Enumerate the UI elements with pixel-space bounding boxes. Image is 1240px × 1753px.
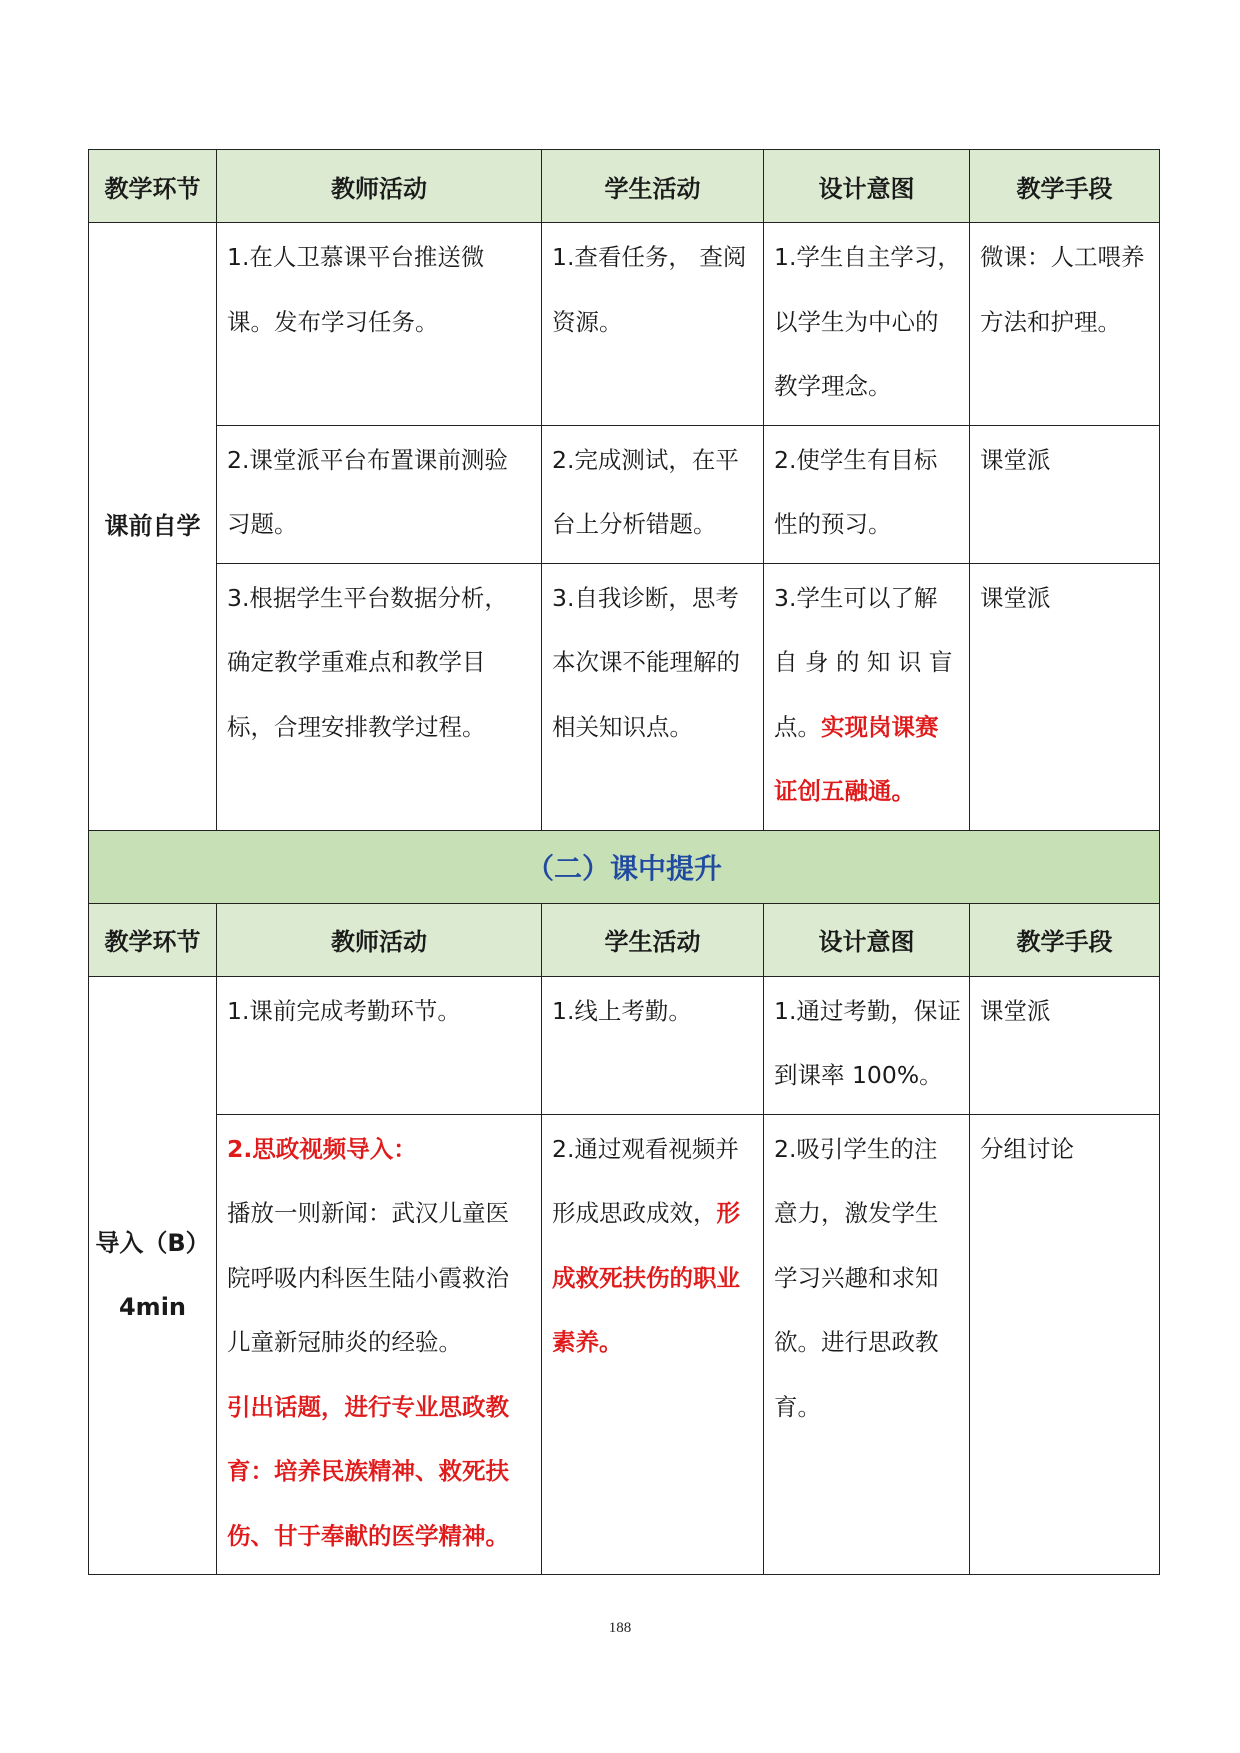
student-activity-cell — [542, 563, 764, 830]
design-intent-cell — [764, 425, 970, 563]
cell-line: 育。 — [774, 1392, 821, 1421]
design-intent-cell — [764, 1114, 970, 1575]
header-design: 设计意图 — [764, 150, 970, 223]
table-row — [89, 223, 1160, 426]
teaching-means-cell — [970, 425, 1160, 563]
highlight-text: 证创五融通。 — [774, 777, 915, 805]
cell-line: 1.在人卫慕课平台推送微 — [227, 243, 485, 271]
cell-text: 形成思政成效， — [552, 1199, 717, 1227]
cell-line — [774, 695, 961, 760]
stage-cell-preclass: 课前自学 — [89, 223, 217, 831]
cell-line: 儿童新冠肺炎的经验。 — [227, 1328, 462, 1356]
cell-line: 1.学生自主学习， — [774, 243, 961, 271]
teacher-activity-cell — [217, 223, 542, 426]
teaching-means-cell — [970, 976, 1160, 1114]
cell-line: 2.通过观看视频并 — [552, 1134, 739, 1163]
cell-line: 欲。进行思政教 — [774, 1328, 939, 1356]
cell-line: 2.完成测试，在平 — [552, 445, 739, 474]
cell-line: 微课：人工喂养 — [980, 243, 1145, 271]
highlight-text: 实现岗课赛 — [821, 712, 939, 741]
cell-line: 台上分析错题。 — [552, 510, 717, 538]
cell-line: 本次课不能理解的 — [552, 648, 740, 676]
student-activity-cell — [542, 976, 764, 1114]
cell-line: 相关知识点。 — [552, 712, 693, 741]
cell-line: 3.自我诊断，思考 — [552, 583, 739, 612]
student-activity-cell — [542, 425, 764, 563]
header-teacher: 教师活动 — [217, 150, 542, 223]
highlight-text: 引出话题，进行专业思政教 — [227, 1392, 509, 1421]
student-activity-cell — [542, 1114, 764, 1575]
teacher-activity-cell — [217, 976, 542, 1114]
cell-line: 方法和护理。 — [980, 307, 1121, 336]
highlight-text: 成救死扶伤的职业 — [552, 1263, 740, 1292]
cell-text: 点。 — [774, 712, 821, 741]
header-stage: 教学环节 — [89, 903, 217, 976]
teacher-activity-cell — [217, 425, 542, 563]
highlight-text: 素养。 — [552, 1328, 623, 1356]
cell-line: 自 身 的 知 识 盲 — [774, 648, 953, 676]
cell-line: 1.线上考勤。 — [552, 996, 692, 1025]
cell-line: 学习兴趣和求知 — [774, 1263, 939, 1292]
design-intent-cell — [764, 976, 970, 1114]
cell-line: 教学理念。 — [774, 372, 892, 400]
design-intent-cell — [764, 223, 970, 426]
cell-line: 课堂派 — [980, 996, 1051, 1025]
cell-line: 课。发布学习任务。 — [227, 307, 439, 336]
highlight-text: 育：培养民族精神、救死扶 — [227, 1457, 509, 1485]
header-design: 设计意图 — [764, 903, 970, 976]
table-row — [89, 1114, 1160, 1575]
highlight-text: 伤、甘于奉献的医学精神。 — [227, 1521, 509, 1550]
cell-line — [552, 1181, 755, 1246]
cell-line: 2.课堂派平台布置课前测验 — [227, 445, 508, 474]
header-means: 教学手段 — [970, 903, 1160, 976]
cell-line: 确定教学重难点和教学目 — [227, 648, 486, 676]
cell-line: 标，合理安排教学过程。 — [227, 712, 486, 741]
header-means: 教学手段 — [970, 150, 1160, 223]
cell-line: 课堂派 — [980, 583, 1051, 612]
cell-line: 播放一则新闻：武汉儿童医 — [227, 1199, 509, 1227]
section-title-row — [89, 830, 1160, 903]
table-row — [89, 563, 1160, 830]
cell-line: 性的预习。 — [774, 510, 892, 538]
highlight-text: 2.思政视频导入： — [227, 1134, 417, 1163]
design-intent-cell — [764, 563, 970, 830]
teaching-means-cell — [970, 223, 1160, 426]
student-activity-cell — [542, 223, 764, 426]
cell-line: 习题。 — [227, 510, 298, 538]
table-header-row — [89, 903, 1160, 976]
header-teacher: 教师活动 — [217, 903, 542, 976]
cell-line: 资源。 — [552, 307, 623, 336]
header-student: 学生活动 — [542, 150, 764, 223]
cell-line: 意力，激发学生 — [774, 1199, 939, 1227]
teacher-activity-cell — [217, 563, 542, 830]
stage-cell-intro — [89, 976, 217, 1575]
cell-line: 1.查看任务， 查阅 — [552, 243, 747, 271]
cell-line: 到课率 100%。 — [774, 1061, 943, 1089]
teaching-means-cell — [970, 563, 1160, 830]
table-row — [89, 976, 1160, 1114]
table-header-row — [89, 150, 1160, 223]
lesson-plan-table — [88, 149, 1160, 1575]
cell-line: 以学生为中心的 — [774, 307, 939, 336]
cell-line: 2.吸引学生的注 — [774, 1134, 938, 1163]
cell-line: 3.学生可以了解 — [774, 583, 938, 612]
header-student: 学生活动 — [542, 903, 764, 976]
cell-line: 1.课前完成考勤环节。 — [227, 996, 461, 1025]
stage-label: 导入（B） — [95, 1229, 210, 1258]
cell-line: 课堂派 — [980, 445, 1051, 474]
teaching-means-cell — [970, 1114, 1160, 1575]
page-number: 188 — [608, 1620, 632, 1636]
stage-duration: 4min — [118, 1293, 187, 1322]
cell-line: 3.根据学生平台数据分析， — [227, 583, 508, 612]
highlight-text: 形 — [716, 1199, 740, 1227]
cell-line: 2.使学生有目标 — [774, 445, 938, 474]
cell-line: 院呼吸内科医生陆小霞救治 — [227, 1263, 509, 1292]
teacher-activity-cell — [217, 1114, 542, 1575]
table-row — [89, 425, 1160, 563]
header-stage: 教学环节 — [89, 150, 217, 223]
section-title: （二）课中提升 — [89, 830, 1160, 903]
cell-line: 1.通过考勤，保证 — [774, 996, 961, 1025]
cell-line: 分组讨论 — [980, 1134, 1074, 1163]
